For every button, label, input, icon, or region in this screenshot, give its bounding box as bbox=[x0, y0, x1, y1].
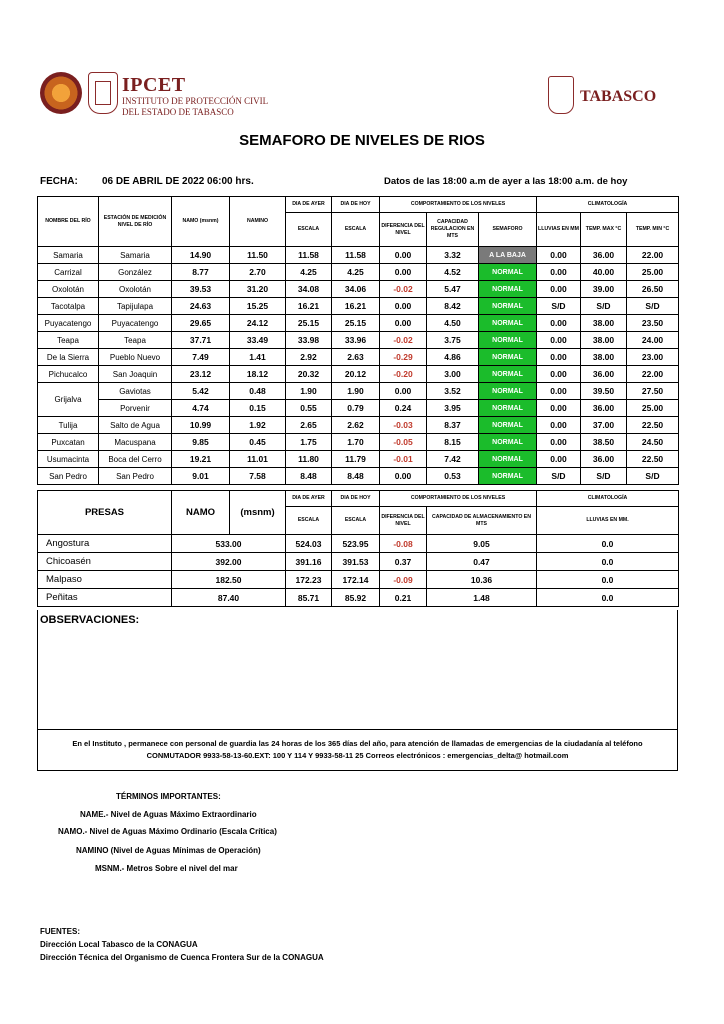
cell-lluvias: S/D bbox=[537, 468, 581, 485]
cell-diferencia: 0.24 bbox=[380, 400, 427, 417]
cell-escala-ayer: 16.21 bbox=[286, 298, 332, 315]
cell-temp-max: 40.00 bbox=[581, 264, 627, 281]
cell-temp-max: 37.00 bbox=[581, 417, 627, 434]
cell-temp-max: 36.00 bbox=[581, 366, 627, 383]
cell-namo: 14.90 bbox=[172, 247, 230, 264]
cell-rio: Puyacatengo bbox=[38, 315, 99, 332]
org-line2: DEL ESTADO DE TABASCO bbox=[122, 107, 234, 117]
cell-namino: 33.49 bbox=[230, 332, 286, 349]
cell-escala-ayer: 25.15 bbox=[286, 315, 332, 332]
cell-lluvias: 0.00 bbox=[537, 349, 581, 366]
cell-estacion: Salto de Agua bbox=[99, 417, 172, 434]
cell-presa-capacidad: 10.36 bbox=[427, 571, 537, 589]
data-range-note: Datos de las 18:00 a.m de ayer a las 18:00 a.m. de hoy bbox=[384, 176, 628, 187]
cell-temp-max: 36.00 bbox=[581, 400, 627, 417]
cell-diferencia: 0.00 bbox=[380, 383, 427, 400]
header-presas-msnm: (msnm) bbox=[230, 491, 286, 535]
table-row bbox=[38, 366, 679, 383]
org-line1: INSTITUTO DE PROTECCIÓN CIVIL bbox=[122, 96, 269, 106]
header-capacidad: CAPACIDAD REGULACION EN MTS bbox=[427, 213, 479, 247]
cell-estacion: Oxolotán bbox=[99, 281, 172, 298]
cell-temp-max: S/D bbox=[581, 468, 627, 485]
cell-temp-max: 38.00 bbox=[581, 315, 627, 332]
table-row bbox=[38, 332, 679, 349]
cell-presa-hoy: 85.92 bbox=[332, 589, 380, 607]
cell-escala-hoy: 16.21 bbox=[332, 298, 380, 315]
table-row bbox=[38, 468, 679, 485]
cell-capacidad: 3.32 bbox=[427, 247, 479, 264]
cell-presa-ayer: 391.16 bbox=[286, 553, 332, 571]
cell-lluvias: 0.00 bbox=[537, 264, 581, 281]
fuente-1: Dirección Local Tabasco de la CONAGUA bbox=[40, 940, 198, 949]
cell-temp-max: 38.00 bbox=[581, 332, 627, 349]
cell-temp-min: 26.50 bbox=[627, 281, 679, 298]
table-row bbox=[38, 535, 679, 553]
cell-namo: 29.65 bbox=[172, 315, 230, 332]
cell-presa-lluvias: 0.0 bbox=[537, 571, 679, 589]
cell-namino: 0.15 bbox=[230, 400, 286, 417]
header-presas-dia-ayer: DIA DE AYER bbox=[286, 491, 332, 507]
cell-rio: Usumacinta bbox=[38, 451, 99, 468]
header-diferencia: DIFERENCIA DEL NIVEL bbox=[380, 213, 427, 247]
cell-diferencia: -0.02 bbox=[380, 281, 427, 298]
cell-escala-hoy: 2.63 bbox=[332, 349, 380, 366]
header-dia-ayer: DIA DE AYER bbox=[286, 197, 332, 213]
cell-temp-min: 23.50 bbox=[627, 315, 679, 332]
contact-note bbox=[38, 738, 677, 762]
term-namo: NAMO.- Nivel de Aguas Máximo Ordinario (Escala Crítica) bbox=[58, 827, 277, 836]
cell-temp-min: 22.50 bbox=[627, 417, 679, 434]
cell-lluvias: 0.00 bbox=[537, 434, 581, 451]
cell-capacidad: 8.42 bbox=[427, 298, 479, 315]
cell-temp-min: 22.00 bbox=[627, 366, 679, 383]
semaforo-badge: NORMAL bbox=[479, 366, 537, 383]
cell-lluvias: 0.00 bbox=[537, 451, 581, 468]
table-row bbox=[38, 315, 679, 332]
header-temp-max: TEMP. MAX °C bbox=[581, 213, 627, 247]
cell-capacidad: 0.53 bbox=[427, 468, 479, 485]
header-semaforo: SEMAFORO bbox=[479, 213, 537, 247]
cell-namo: 10.99 bbox=[172, 417, 230, 434]
table-row bbox=[38, 298, 679, 315]
cell-temp-min: 22.50 bbox=[627, 451, 679, 468]
header-dia-hoy: DIA DE HOY bbox=[332, 197, 380, 213]
cell-rio: San Pedro bbox=[38, 468, 99, 485]
cell-namo: 9.85 bbox=[172, 434, 230, 451]
cell-estacion: Boca del Cerro bbox=[99, 451, 172, 468]
cell-lluvias: 0.00 bbox=[537, 315, 581, 332]
cell-diferencia: 0.00 bbox=[380, 298, 427, 315]
cell-capacidad: 3.75 bbox=[427, 332, 479, 349]
cell-rio: Grijalva bbox=[38, 383, 99, 417]
cell-temp-max: 38.50 bbox=[581, 434, 627, 451]
cell-namino: 0.45 bbox=[230, 434, 286, 451]
cell-temp-min: 23.00 bbox=[627, 349, 679, 366]
cell-capacidad: 8.37 bbox=[427, 417, 479, 434]
header-temp-min: TEMP. MIN °C bbox=[627, 213, 679, 247]
cell-escala-ayer: 11.58 bbox=[286, 247, 332, 264]
cell-rio: Teapa bbox=[38, 332, 99, 349]
page-title: SEMAFORO DE NIVELES DE RIOS bbox=[239, 132, 485, 149]
cell-rio: De la Sierra bbox=[38, 349, 99, 366]
header-lluvias: LLUVIAS EN MM bbox=[537, 213, 581, 247]
fecha-value: 06 DE ABRIL DE 2022 06:00 hrs. bbox=[102, 176, 254, 187]
cell-presa-ayer: 524.03 bbox=[286, 535, 332, 553]
proteccion-civil-seal-icon bbox=[40, 72, 82, 114]
tabasco-shield-icon bbox=[88, 72, 118, 114]
cell-presa-namo: 533.00 bbox=[172, 535, 286, 553]
cell-presa: Chicoasén bbox=[38, 553, 172, 571]
cell-presa-capacidad: 0.47 bbox=[427, 553, 537, 571]
cell-estacion: Pueblo Nuevo bbox=[99, 349, 172, 366]
cell-namo: 4.74 bbox=[172, 400, 230, 417]
cell-temp-min: 25.00 bbox=[627, 400, 679, 417]
cell-presa-lluvias: 0.0 bbox=[537, 589, 679, 607]
table-row bbox=[38, 400, 679, 417]
tabasco-crest-icon bbox=[548, 76, 574, 114]
cell-namo: 23.12 bbox=[172, 366, 230, 383]
cell-namino: 0.48 bbox=[230, 383, 286, 400]
cell-capacidad: 7.42 bbox=[427, 451, 479, 468]
cell-capacidad: 3.52 bbox=[427, 383, 479, 400]
header-presas: PRESAS bbox=[38, 491, 172, 535]
cell-escala-ayer: 20.32 bbox=[286, 366, 332, 383]
contact-note-line2: CONMUTADOR 9933-58-13-60.EXT: 100 Y 114 Y 9933-58-11 25 Correos electrónicos : emergencias_delta@ hotmail.com bbox=[146, 751, 569, 760]
header-escala-hoy: ESCALA bbox=[332, 213, 380, 247]
term-msnm: MSNM.- Metros Sobre el nivel del mar bbox=[95, 864, 238, 873]
header-presas-lluvias: LLUVIAS EN MM. bbox=[537, 507, 679, 535]
cell-namino: 11.50 bbox=[230, 247, 286, 264]
cell-estacion: Macuspana bbox=[99, 434, 172, 451]
cell-estacion: Porvenir bbox=[99, 400, 172, 417]
cell-estacion: González bbox=[99, 264, 172, 281]
cell-escala-ayer: 8.48 bbox=[286, 468, 332, 485]
cell-estacion: Gaviotas bbox=[99, 383, 172, 400]
cell-presa-namo: 392.00 bbox=[172, 553, 286, 571]
table-row bbox=[38, 281, 679, 298]
cell-diferencia: -0.20 bbox=[380, 366, 427, 383]
cell-namino: 15.25 bbox=[230, 298, 286, 315]
cell-temp-max: 36.00 bbox=[581, 247, 627, 264]
cell-diferencia: 0.00 bbox=[380, 315, 427, 332]
cell-escala-ayer: 33.98 bbox=[286, 332, 332, 349]
cell-escala-ayer: 1.90 bbox=[286, 383, 332, 400]
cell-capacidad: 4.86 bbox=[427, 349, 479, 366]
cell-namino: 1.41 bbox=[230, 349, 286, 366]
cell-escala-ayer: 1.75 bbox=[286, 434, 332, 451]
observaciones-box bbox=[37, 610, 678, 771]
header-presas-dia-hoy: DIA DE HOY bbox=[332, 491, 380, 507]
cell-namo: 9.01 bbox=[172, 468, 230, 485]
cell-namo: 24.63 bbox=[172, 298, 230, 315]
cell-capacidad: 3.00 bbox=[427, 366, 479, 383]
terms-title: TÉRMINOS IMPORTANTES: bbox=[116, 792, 221, 801]
cell-temp-min: 24.50 bbox=[627, 434, 679, 451]
cell-rio: Pichucalco bbox=[38, 366, 99, 383]
divider bbox=[38, 729, 677, 730]
contact-note-line1: En el Instituto , permanece con personal de guardia las 24 horas de los 365 días del año, para atención de llamadas de emergencias de la ciudadanía al teléfono bbox=[72, 739, 643, 748]
cell-namo: 37.71 bbox=[172, 332, 230, 349]
cell-presa-hoy: 172.14 bbox=[332, 571, 380, 589]
cell-estacion: Samaria bbox=[99, 247, 172, 264]
cell-temp-min: 24.00 bbox=[627, 332, 679, 349]
cell-lluvias: 0.00 bbox=[537, 247, 581, 264]
cell-namino: 18.12 bbox=[230, 366, 286, 383]
cell-capacidad: 8.15 bbox=[427, 434, 479, 451]
header-presas-namo: NAMO bbox=[172, 491, 230, 535]
cell-estacion: Puyacatengo bbox=[99, 315, 172, 332]
semaforo-badge: A LA BAJA bbox=[479, 247, 537, 264]
cell-presa-lluvias: 0.0 bbox=[537, 535, 679, 553]
cell-namo: 19.21 bbox=[172, 451, 230, 468]
semaforo-badge: NORMAL bbox=[479, 400, 537, 417]
cell-escala-hoy: 20.12 bbox=[332, 366, 380, 383]
cell-presa-capacidad: 9.05 bbox=[427, 535, 537, 553]
cell-presa-ayer: 85.71 bbox=[286, 589, 332, 607]
cell-temp-min: 25.00 bbox=[627, 264, 679, 281]
cell-capacidad: 4.52 bbox=[427, 264, 479, 281]
cell-presa-diferencia: -0.09 bbox=[380, 571, 427, 589]
cell-escala-hoy: 8.48 bbox=[332, 468, 380, 485]
cell-lluvias: 0.00 bbox=[537, 281, 581, 298]
semaforo-badge: NORMAL bbox=[479, 468, 537, 485]
cell-diferencia: 0.00 bbox=[380, 247, 427, 264]
cell-diferencia: -0.05 bbox=[380, 434, 427, 451]
cell-presa-hoy: 391.53 bbox=[332, 553, 380, 571]
cell-namino: 2.70 bbox=[230, 264, 286, 281]
cell-escala-ayer: 2.92 bbox=[286, 349, 332, 366]
fuente-2: Dirección Técnica del Organismo de Cuenca Frontera Sur de la CONAGUA bbox=[40, 953, 324, 962]
observaciones-title: OBSERVACIONES: bbox=[40, 614, 140, 626]
table-row bbox=[38, 589, 679, 607]
table-row bbox=[38, 264, 679, 281]
dams-table bbox=[37, 490, 679, 607]
header-nombre-rio: NOMBRE DEL RÍO bbox=[38, 197, 99, 247]
org-full-name bbox=[122, 96, 282, 118]
cell-rio: Oxolotán bbox=[38, 281, 99, 298]
header-namino: NAMINO bbox=[230, 197, 286, 247]
cell-estacion: San Joaquin bbox=[99, 366, 172, 383]
cell-namo: 5.42 bbox=[172, 383, 230, 400]
cell-temp-max: 39.50 bbox=[581, 383, 627, 400]
table-row bbox=[38, 553, 679, 571]
cell-presa-namo: 87.40 bbox=[172, 589, 286, 607]
org-short: IPCET bbox=[122, 74, 186, 96]
cell-namino: 24.12 bbox=[230, 315, 286, 332]
cell-lluvias: 0.00 bbox=[537, 417, 581, 434]
cell-presa-ayer: 172.23 bbox=[286, 571, 332, 589]
header-estacion: ESTACIÓN DE MEDICIÓN NIVEL DE RÍO bbox=[99, 197, 172, 247]
cell-diferencia: -0.02 bbox=[380, 332, 427, 349]
cell-temp-min: 22.00 bbox=[627, 247, 679, 264]
cell-presa: Angostura bbox=[38, 535, 172, 553]
cell-namino: 7.58 bbox=[230, 468, 286, 485]
cell-rio: Tacotalpa bbox=[38, 298, 99, 315]
cell-namino: 31.20 bbox=[230, 281, 286, 298]
cell-presa-diferencia: 0.21 bbox=[380, 589, 427, 607]
cell-lluvias: 0.00 bbox=[537, 400, 581, 417]
cell-escala-hoy: 34.06 bbox=[332, 281, 380, 298]
cell-escala-ayer: 34.08 bbox=[286, 281, 332, 298]
header-climatologia: CLIMATOLOGÍA bbox=[537, 197, 679, 213]
cell-diferencia: 0.00 bbox=[380, 468, 427, 485]
term-name: NAME.- Nivel de Aguas Máximo Extraordinario bbox=[80, 810, 257, 819]
semaforo-badge: NORMAL bbox=[479, 417, 537, 434]
cell-diferencia: 0.00 bbox=[380, 264, 427, 281]
header-comportamiento: COMPORTAMIENTO DE LOS NIVELES bbox=[380, 197, 537, 213]
semaforo-badge: NORMAL bbox=[479, 281, 537, 298]
cell-presa-capacidad: 1.48 bbox=[427, 589, 537, 607]
semaforo-badge: NORMAL bbox=[479, 434, 537, 451]
semaforo-badge: NORMAL bbox=[479, 264, 537, 281]
cell-escala-ayer: 0.55 bbox=[286, 400, 332, 417]
cell-escala-hoy: 1.70 bbox=[332, 434, 380, 451]
fecha-label: FECHA: bbox=[40, 176, 78, 187]
cell-escala-hoy: 1.90 bbox=[332, 383, 380, 400]
header-escala-ayer: ESCALA bbox=[286, 213, 332, 247]
cell-namo: 7.49 bbox=[172, 349, 230, 366]
cell-escala-hoy: 25.15 bbox=[332, 315, 380, 332]
cell-escala-ayer: 2.65 bbox=[286, 417, 332, 434]
cell-capacidad: 3.95 bbox=[427, 400, 479, 417]
cell-presa-namo: 182.50 bbox=[172, 571, 286, 589]
cell-lluvias: 0.00 bbox=[537, 332, 581, 349]
cell-presa-diferencia: 0.37 bbox=[380, 553, 427, 571]
cell-rio: Carrizal bbox=[38, 264, 99, 281]
cell-temp-max: 36.00 bbox=[581, 451, 627, 468]
cell-rio: Tulija bbox=[38, 417, 99, 434]
cell-namo: 8.77 bbox=[172, 264, 230, 281]
header-presas-capacidad: CAPACIDAD DE ALMACENAMIENTO EN MTS bbox=[427, 507, 537, 535]
cell-escala-ayer: 4.25 bbox=[286, 264, 332, 281]
cell-lluvias: 0.00 bbox=[537, 366, 581, 383]
semaforo-badge: NORMAL bbox=[479, 451, 537, 468]
header-presas-climatologia: CLIMATOLOGÍA bbox=[537, 491, 679, 507]
cell-temp-min: 27.50 bbox=[627, 383, 679, 400]
cell-temp-max: 38.00 bbox=[581, 349, 627, 366]
cell-rio: Samaria bbox=[38, 247, 99, 264]
cell-escala-hoy: 11.79 bbox=[332, 451, 380, 468]
cell-namino: 11.01 bbox=[230, 451, 286, 468]
cell-estacion: Teapa bbox=[99, 332, 172, 349]
cell-escala-hoy: 2.62 bbox=[332, 417, 380, 434]
state-name: TABASCO bbox=[580, 88, 657, 105]
cell-diferencia: -0.29 bbox=[380, 349, 427, 366]
semaforo-badge: NORMAL bbox=[479, 315, 537, 332]
semaforo-badge: NORMAL bbox=[479, 298, 537, 315]
cell-lluvias: S/D bbox=[537, 298, 581, 315]
cell-presa-hoy: 523.95 bbox=[332, 535, 380, 553]
table-row bbox=[38, 247, 679, 264]
semaforo-badge: NORMAL bbox=[479, 332, 537, 349]
cell-presa-lluvias: 0.0 bbox=[537, 553, 679, 571]
table-row bbox=[38, 417, 679, 434]
cell-presa: Malpaso bbox=[38, 571, 172, 589]
cell-diferencia: -0.03 bbox=[380, 417, 427, 434]
cell-escala-hoy: 33.96 bbox=[332, 332, 380, 349]
cell-namino: 1.92 bbox=[230, 417, 286, 434]
semaforo-badge: NORMAL bbox=[479, 349, 537, 366]
table-row bbox=[38, 571, 679, 589]
cell-diferencia: -0.01 bbox=[380, 451, 427, 468]
cell-rio: Puxcatan bbox=[38, 434, 99, 451]
fuentes-title: FUENTES: bbox=[40, 927, 80, 936]
cell-temp-min: S/D bbox=[627, 298, 679, 315]
table-row bbox=[38, 349, 679, 366]
header-presas-comportamiento: COMPORTAMIENTO DE LOS NIVELES bbox=[380, 491, 537, 507]
cell-escala-hoy: 4.25 bbox=[332, 264, 380, 281]
table-row bbox=[38, 434, 679, 451]
cell-temp-max: S/D bbox=[581, 298, 627, 315]
cell-capacidad: 4.50 bbox=[427, 315, 479, 332]
header-presas-escala-hoy: ESCALA bbox=[332, 507, 380, 535]
table-row bbox=[38, 383, 679, 400]
cell-escala-hoy: 0.79 bbox=[332, 400, 380, 417]
cell-presa-diferencia: -0.08 bbox=[380, 535, 427, 553]
cell-estacion: Tapijulapa bbox=[99, 298, 172, 315]
header-presas-escala-ayer: ESCALA bbox=[286, 507, 332, 535]
header-namo: NAMO (msnm) bbox=[172, 197, 230, 247]
cell-temp-max: 39.00 bbox=[581, 281, 627, 298]
cell-temp-min: S/D bbox=[627, 468, 679, 485]
cell-namo: 39.53 bbox=[172, 281, 230, 298]
header-presas-diferencia: DIFERENCIA DEL NIVEL bbox=[380, 507, 427, 535]
cell-escala-hoy: 11.58 bbox=[332, 247, 380, 264]
table-row bbox=[38, 451, 679, 468]
cell-capacidad: 5.47 bbox=[427, 281, 479, 298]
cell-escala-ayer: 11.80 bbox=[286, 451, 332, 468]
cell-presa: Peñitas bbox=[38, 589, 172, 607]
term-namino: NAMINO (Nivel de Aguas Mínimas de Operación) bbox=[76, 846, 261, 855]
rivers-table bbox=[37, 196, 679, 485]
cell-lluvias: 0.00 bbox=[537, 383, 581, 400]
cell-estacion: San Pedro bbox=[99, 468, 172, 485]
semaforo-badge: NORMAL bbox=[479, 383, 537, 400]
